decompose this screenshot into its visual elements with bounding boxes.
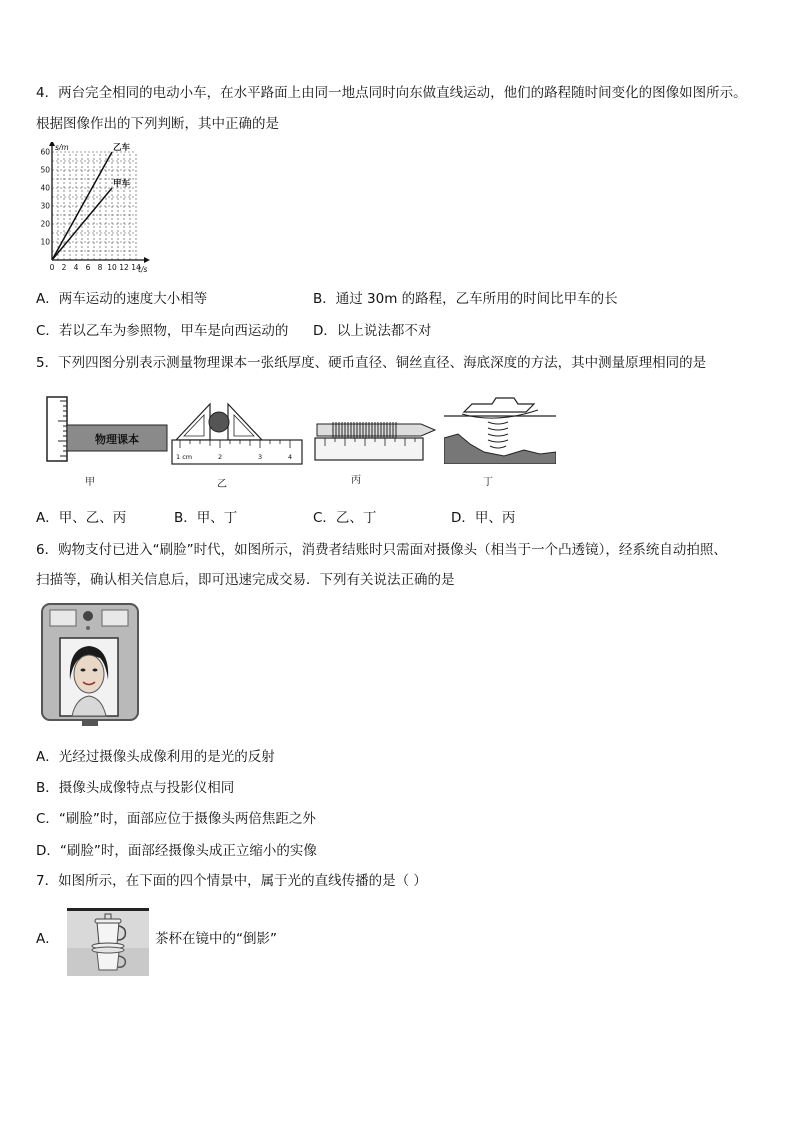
book-label: 物理课本 bbox=[95, 433, 139, 446]
q5-stem: 5．下列四图分别表示测量物理课本一张纸厚度、硬币直径、铜丝直径、海底深度的方法，其中测量原理相同的是 bbox=[36, 355, 707, 371]
q4-option-a: A．两车运动的速度大小相等 bbox=[36, 291, 208, 307]
x-tick-label: 8 bbox=[97, 263, 103, 272]
series-label: 乙车 bbox=[113, 143, 131, 153]
q5-option-d: D．甲、丙 bbox=[451, 510, 516, 526]
x-tick-label: 0 bbox=[49, 263, 55, 272]
figure-bing-wire-diameter bbox=[313, 412, 437, 464]
x-tick-label: 12 bbox=[119, 263, 129, 272]
figure-yi-coin-diameter bbox=[170, 400, 305, 468]
x-tick-label: 2 bbox=[61, 263, 67, 272]
y-tick-label: 20 bbox=[40, 219, 50, 229]
ruler-tick-2: 2 bbox=[218, 453, 223, 461]
q4-option-c: C．若以乙车为参照物，甲车是向西运动的 bbox=[36, 323, 289, 339]
x-axis-arrow bbox=[144, 257, 150, 263]
teacup-mirror-figure bbox=[67, 908, 149, 976]
ruler-tick-3: 3 bbox=[258, 453, 263, 461]
q5-option-a: A．甲、乙、丙 bbox=[36, 510, 127, 526]
st-graph bbox=[38, 142, 168, 278]
x-tick-label: 14 bbox=[131, 263, 141, 272]
figure-ding-sea-depth bbox=[444, 394, 556, 464]
q4-option-d: D．以上说法都不对 bbox=[313, 323, 432, 339]
q7-stem: 7．如图所示，在下面的四个情景中，属于光的直线传播的是（ ） bbox=[36, 873, 427, 889]
figure-jia-book-thickness bbox=[44, 395, 168, 465]
face-pay-terminal-figure bbox=[40, 602, 140, 728]
ruler-tick-4: 4 bbox=[288, 453, 293, 461]
x-axis-label: t/s bbox=[138, 265, 148, 274]
q6-option-b: B．摄像头成像特点与投影仪相同 bbox=[36, 780, 235, 796]
fig-label-bing: 丙 bbox=[351, 475, 361, 486]
fig-label-jia: 甲 bbox=[85, 477, 95, 488]
y-tick-label: 60 bbox=[40, 147, 50, 157]
q4-stem-line1: 4．两台完全相同的电动小车，在水平路面上由同一地点同时向东做直线运动，他们的路程随时间变化的图像如图所示。 bbox=[36, 85, 747, 101]
y-tick-label: 10 bbox=[40, 237, 50, 247]
q6-option-d: D．“刷脸”时，面部经摄像头成正立缩小的实像 bbox=[36, 843, 317, 859]
y-axis-label: s/m bbox=[55, 143, 69, 152]
q7-option-a-text: 茶杯在镜中的“倒影” bbox=[155, 931, 277, 947]
x-tick-label: 10 bbox=[107, 263, 117, 272]
y-tick-label: 30 bbox=[40, 201, 50, 211]
q5-option-c: C．乙、丁 bbox=[313, 510, 377, 526]
q6-option-c: C．“刷脸”时，面部应位于摄像头两倍焦距之外 bbox=[36, 811, 316, 827]
q6-stem-line1: 6．购物支付已进入“刷脸”时代，如图所示，消费者结账时只需面对摄像头（相当于一个凸透镜），经系统自动拍照、 bbox=[36, 542, 727, 558]
q7-option-a-letter: A． bbox=[36, 931, 59, 947]
q4-option-b: B．通过 30m 的路程，乙车所用的时间比甲车的长 bbox=[313, 291, 618, 307]
q6-option-a: A．光经过摄像头成像利用的是光的反射 bbox=[36, 749, 275, 765]
series-label: 甲车 bbox=[113, 179, 131, 189]
x-tick-label: 4 bbox=[73, 263, 79, 272]
fig-label-ding: 丁 bbox=[483, 477, 493, 488]
q6-stem-line2: 扫描等，确认相关信息后，即可迅速完成交易．下列有关说法正确的是 bbox=[36, 572, 455, 588]
y-tick-label: 50 bbox=[40, 165, 50, 175]
ruler-tick-1: 1 cm bbox=[176, 453, 193, 461]
q4-stem-line2: 根据图像作出的下列判断，其中正确的是 bbox=[36, 116, 279, 132]
x-tick-label: 6 bbox=[85, 263, 91, 272]
y-tick-label: 40 bbox=[40, 183, 50, 193]
fig-label-yi: 乙 bbox=[217, 479, 227, 490]
q5-option-b: B．甲、丁 bbox=[174, 510, 238, 526]
